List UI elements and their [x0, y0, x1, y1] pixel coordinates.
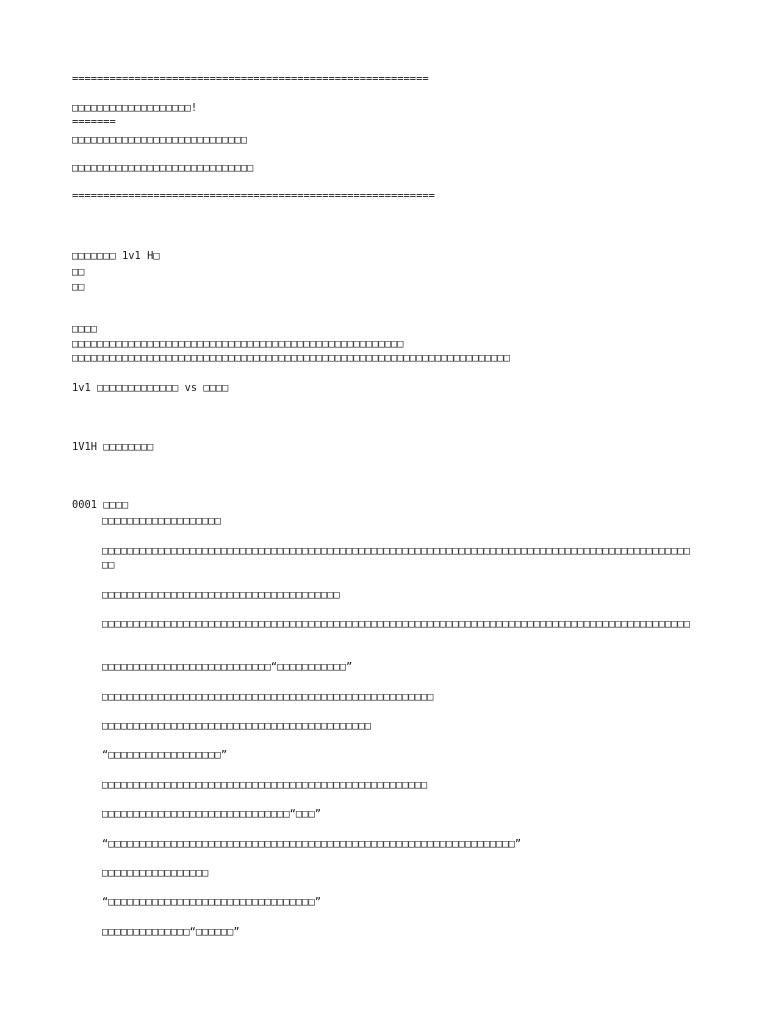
paragraph: □□□□□□□□□□□□□□□□□□□□□□□□□□□□□□□□□□□□□□: [102, 589, 340, 601]
paragraph: “□□□□□□□□□□□□□□□□□□”: [102, 749, 228, 761]
summary-line-1: □□□□□□□□□□□□□□□□□□□□□□□□□□□□□□□□□□□□□□□□□□□□□□□□□□□□□: [72, 338, 404, 350]
category-line: 1V1H □□□□□□□□: [72, 441, 154, 453]
header-line-1: □□□□□□□□□□□□□□□□□□□!: [72, 102, 198, 114]
paragraph: □□□□□□□□□□□□□□□□□□□□□□□□□□□“□□□□□□□□□□□”: [102, 661, 353, 673]
header-line-2: □□□□□□□□□□□□□□□□□□□□□□□□□□□□: [72, 134, 248, 146]
header-rule-short: =======: [72, 116, 116, 128]
paragraph: □□□□□□□□□□□□□□“□□□□□□”: [102, 926, 240, 938]
summary-heading: □□□□: [72, 323, 98, 335]
paragraph: □□□□□□□□□□□□□□□□□□□: [102, 515, 221, 527]
chapter-title: 0001 □□□□: [72, 499, 129, 511]
pairing-line: 1v1 □□□□□□□□□□□□□ vs □□□□: [72, 382, 229, 394]
paragraph: □□□□□□□□□□□□□□□□□□□□□□□□□□□□□□□□□□□□□□□□□□□□□□□□□□□□□□□□□□□□□□□□□□□□□□□□□□□□□□□□□□□□□□□□□□□□□□□□: [102, 545, 691, 571]
paragraph: □□□□□□□□□□□□□□□□□□□□□□□□□□□□□□□□□□□□□□□□□□□□□□□□□□□□□: [102, 691, 434, 703]
info-line-b: □□: [72, 281, 85, 293]
paragraph: “□□□□□□□□□□□□□□□□□□□□□□□□□□□□□□□□□”: [102, 896, 321, 908]
paragraph: □□□□□□□□□□□□□□□□□□□□□□□□□□□□□□“□□□”: [102, 808, 321, 820]
paragraph: □□□□□□□□□□□□□□□□□□□□□□□□□□□□□□□□□□□□□□□□□□□: [102, 720, 371, 732]
book-title: □□□□□□□ 1v1 H□: [72, 250, 160, 262]
paragraph: “□□□□□□□□□□□□□□□□□□□□□□□□□□□□□□□□□□□□□□□□□□□□□□□□□□□□□□□□□□□□□□□□□”: [102, 838, 522, 850]
paragraph: □□□□□□□□□□□□□□□□□□□□□□□□□□□□□□□□□□□□□□□□□□□□□□□□□□□□: [102, 779, 428, 791]
header-rule-top: =========================================================: [72, 73, 429, 85]
info-line-a: □□: [72, 266, 85, 278]
summary-line-2: □□□□□□□□□□□□□□□□□□□□□□□□□□□□□□□□□□□□□□□□□□□□□□□□□□□□□□□□□□□□□□□□□□□□□□: [72, 352, 510, 364]
header-line-3: □□□□□□□□□□□□□□□□□□□□□□□□□□□□□: [72, 162, 254, 174]
header-rule-bottom: ==========================================================: [72, 190, 435, 202]
paragraph: □□□□□□□□□□□□□□□□□: [102, 867, 209, 879]
paragraph: □□□□□□□□□□□□□□□□□□□□□□□□□□□□□□□□□□□□□□□□□□□□□□□□□□□□□□□□□□□□□□□□□□□□□□□□□□□□□□□□□□□□□□□□□□□□□□: [102, 618, 691, 630]
